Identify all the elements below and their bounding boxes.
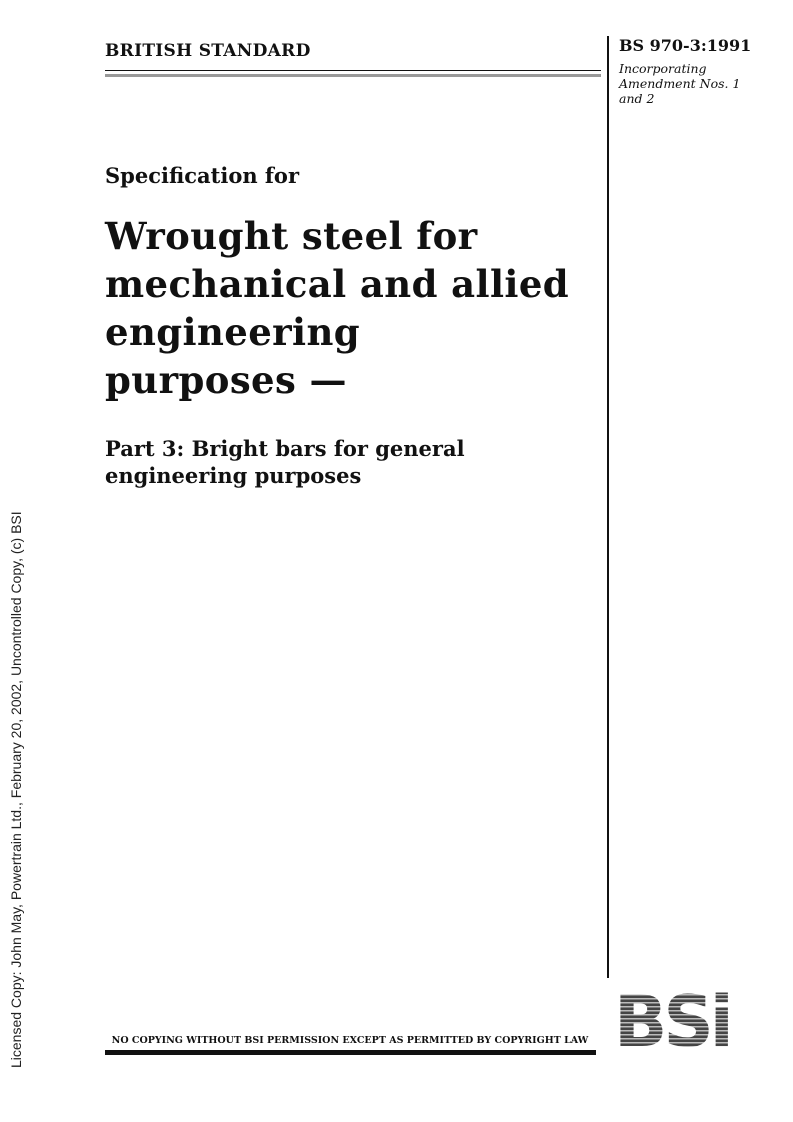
- footer-rule: [105, 1050, 596, 1055]
- header-rule: [105, 70, 601, 71]
- amendment-note: [619, 61, 759, 106]
- bsi-logo: [614, 990, 760, 1052]
- copyright-notice: NO COPYING WITHOUT BSI PERMISSION EXCEPT AS PERMITTED BY COPYRIGHT LAW: [111, 1035, 589, 1046]
- spec-for-heading: Specification for: [105, 163, 300, 188]
- standard-number: BS 970-3:1991: [619, 36, 752, 55]
- title-line: Wrought steel for: [105, 214, 478, 258]
- document-type-label: BRITISH STANDARD: [105, 41, 311, 61]
- document-title: [105, 212, 595, 404]
- amendment-line: Amendment Nos. 1: [619, 76, 741, 91]
- amendment-line: and 2: [619, 91, 655, 106]
- svg-text:BSi: BSi: [614, 990, 730, 1052]
- part-title-line: Part 3: Bright bars for general: [105, 436, 465, 461]
- title-line: mechanical and allied: [105, 262, 570, 306]
- vertical-divider: [607, 36, 609, 978]
- header-rule-thick: [105, 74, 601, 77]
- licence-watermark: Licensed Copy: John May, Powertrain Ltd., February 20, 2002, Uncontrolled Copy, (c) BSI: [8, 511, 24, 1068]
- part-title-line: engineering purposes: [105, 463, 362, 488]
- part-title: [105, 435, 585, 489]
- title-line: purposes —: [105, 358, 347, 402]
- amendment-line: Incorporating: [619, 61, 707, 76]
- title-line: engineering: [105, 310, 361, 354]
